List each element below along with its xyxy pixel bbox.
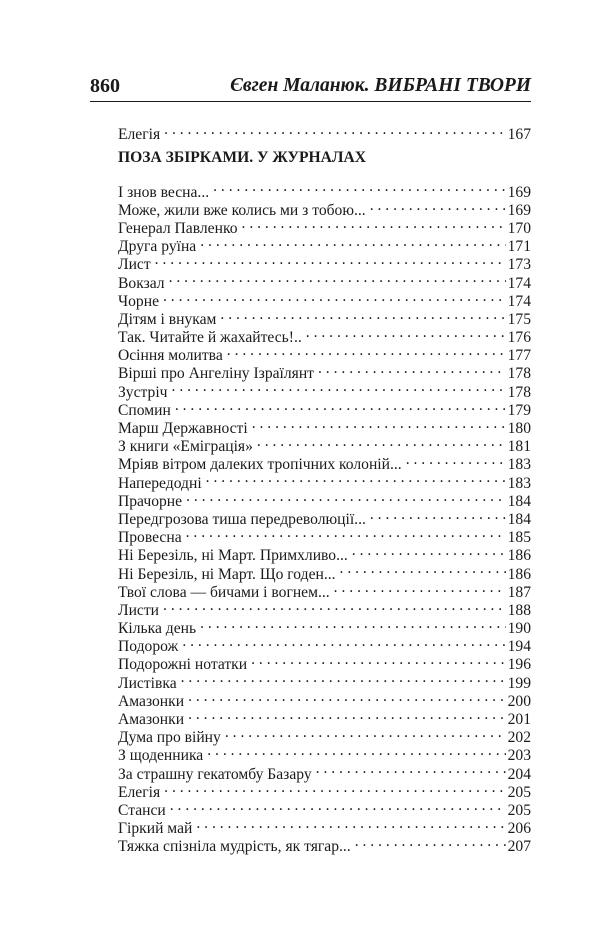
toc-entry-title: Прачорне [118, 492, 183, 510]
toc-entry [118, 597, 531, 619]
dot-leader [355, 833, 506, 851]
toc-entry-page: 185 [507, 529, 531, 547]
toc-entry-page: 200 [507, 692, 531, 710]
dot-leader [164, 779, 505, 797]
toc-entry-title: Дума про війну [118, 729, 221, 747]
dot-leader [227, 342, 506, 360]
dot-leader [186, 488, 506, 506]
toc-entry-title: Чорне [118, 292, 159, 310]
toc-entry-title: За страшну гекатомбу Базару [118, 765, 312, 783]
toc-entry-title: Подорожні нотатки [118, 656, 248, 674]
toc-entry-title: Станси [118, 801, 166, 819]
section-heading: ПОЗА ЗБІРКАМИ. У ЖУРНАЛАХ [118, 149, 367, 167]
toc-entry-page: 183 [507, 456, 531, 474]
toc-entry-title: Генерал Павленко [118, 219, 238, 237]
header-rule [90, 101, 531, 102]
dot-leader [242, 215, 506, 233]
running-title: Євген Маланюк. ВИБРАНІ ТВОРИ [230, 75, 531, 96]
dot-leader [316, 760, 506, 778]
toc-entry-title: Так. Читайте й жахайтесь!.. [118, 329, 302, 347]
dot-leader [163, 288, 506, 306]
dot-leader [172, 378, 506, 396]
toc-entry-title: Подорож [118, 638, 179, 656]
toc-entry-title: Ні Березіль, ні Март. Примхливо... [118, 547, 348, 565]
toc-entry-page: 169 [507, 183, 531, 201]
dot-leader [188, 706, 506, 724]
dot-leader [163, 597, 506, 615]
toc-entry-page: 174 [507, 292, 531, 310]
dot-leader [252, 415, 506, 433]
toc-entry-title: Марш Державності [118, 420, 248, 437]
toc-entry [118, 269, 531, 292]
toc-entry-title: І знов весна... [118, 183, 210, 201]
toc-entry-page: 175 [507, 310, 531, 328]
toc-entry [118, 121, 531, 144]
dot-leader [164, 121, 505, 139]
toc-entry-page: 205 [507, 801, 531, 819]
dot-leader [200, 233, 505, 251]
toc-entry-title: Спомин [118, 401, 171, 419]
toc-entry-page: 184 [507, 510, 531, 528]
toc-entry-page: 202 [507, 729, 531, 747]
dot-leader [318, 360, 506, 378]
dot-leader [207, 742, 505, 760]
dot-leader [188, 688, 506, 706]
toc-entry [118, 178, 531, 201]
toc-entry-title: Зустріч [118, 383, 168, 401]
toc-entry-title: Вокзал [118, 274, 165, 292]
dot-leader [257, 433, 506, 451]
toc-entry-page: 176 [507, 329, 531, 347]
toc-entry-page: 188 [507, 601, 531, 619]
toc-entry-page: 177 [507, 347, 531, 365]
toc-entry-title: Амазонки [118, 711, 185, 728]
dot-leader [206, 469, 506, 487]
toc-entry-page: 199 [507, 674, 531, 692]
toc-entry-page: 170 [507, 219, 531, 237]
toc-entry [118, 397, 531, 419]
toc-entry-page: 194 [507, 638, 531, 656]
toc-entry-page: 167 [507, 126, 531, 144]
toc-entry-page: 205 [507, 783, 531, 801]
toc-entry-page: 173 [507, 256, 531, 274]
dot-leader [370, 506, 506, 524]
toc-entry [118, 251, 531, 274]
dot-leader [186, 524, 506, 542]
toc-entry-title: Елегія [118, 783, 161, 801]
toc-entry-page: 179 [507, 401, 531, 419]
toc-entry [118, 669, 531, 692]
toc-entry-title: Провесна [118, 529, 182, 547]
toc-entry-page: 206 [507, 820, 531, 838]
toc-entry-page: 201 [507, 711, 531, 728]
dot-leader [251, 651, 506, 669]
page-header [90, 73, 531, 99]
toc-entry-title: Кілька день [118, 620, 197, 638]
dot-leader [196, 815, 505, 833]
toc-entry-title: Напередодні [118, 474, 202, 492]
toc-entry-page: 174 [507, 274, 531, 292]
dot-leader [175, 397, 506, 415]
toc-entry-title: Дітям і внукам [118, 310, 217, 328]
toc-entry-page: 190 [507, 620, 531, 638]
toc-entry [118, 797, 531, 819]
toc-entry-title: Мріяв вітром далеких тропічних колоній... [118, 456, 402, 474]
dot-leader [225, 724, 506, 742]
dot-leader [334, 579, 506, 597]
dot-leader [169, 269, 506, 287]
toc-entry-title: Твої слова — бичами і вогнем... [118, 583, 330, 601]
toc-entry-title: Амазонки [118, 692, 185, 710]
toc-entry-title: Ні Березіль, ні Март. Що годен... [118, 565, 336, 583]
toc-entry-page: 171 [507, 238, 531, 256]
toc-entry-page: 187 [507, 583, 531, 601]
toc-entry [118, 288, 531, 310]
toc-entry [118, 306, 531, 328]
page-number: 860 [90, 75, 120, 97]
toc-entry-page: 178 [507, 365, 531, 383]
toc-entry-title: Елегія [118, 126, 161, 144]
dot-leader [340, 560, 506, 578]
toc-entry-page: 207 [507, 838, 531, 856]
dot-leader [213, 178, 505, 196]
dot-leader [370, 197, 506, 215]
toc-entry-page: 203 [507, 747, 531, 765]
toc-entry-title: Вірші про Ангеліну Ізраїлянт [118, 365, 314, 383]
toc-entry-title: Передгрозова тиша передреволюції... [118, 510, 366, 528]
dot-leader [170, 797, 506, 815]
dot-leader [200, 615, 506, 633]
dot-leader [181, 669, 506, 687]
toc-entry-page: 180 [507, 420, 531, 437]
toc-entry-page: 169 [507, 201, 531, 219]
toc-entry-title: Тяжка спізніла мудрість, як тягар... [118, 838, 351, 856]
toc-entry-title: Лист [118, 256, 151, 274]
dot-leader [306, 324, 506, 342]
toc-entry-page: 196 [507, 656, 531, 674]
toc-entry [118, 378, 531, 401]
table-of-contents [118, 121, 531, 856]
toc-entry-title: Осіння молитва [118, 347, 223, 365]
toc-entry [118, 615, 531, 638]
toc-entry-title: З щоденника [118, 747, 204, 765]
toc-entry-title: Гіркий май [118, 820, 193, 838]
dot-leader [220, 306, 505, 324]
toc-entry-page: 183 [507, 474, 531, 492]
toc-entry-list [118, 178, 531, 856]
toc-entry-page: 186 [507, 547, 531, 565]
toc-entry-page: 204 [507, 765, 531, 783]
toc-entry-page: 186 [507, 565, 531, 583]
toc-entry [118, 415, 531, 437]
toc-entry [118, 815, 531, 838]
toc-entry-page: 178 [507, 383, 531, 401]
toc-entry-title: З книги «Еміграція» [118, 438, 253, 456]
toc-entry-page: 181 [507, 438, 531, 456]
dot-leader [406, 451, 506, 469]
dot-leader [155, 251, 506, 269]
toc-entry-title: Листи [118, 601, 160, 619]
toc-entry-title: Листівка [118, 674, 177, 692]
dot-leader [352, 542, 506, 560]
toc-entry-page: 184 [507, 492, 531, 510]
toc-entry-title: Друга руїна [118, 238, 197, 256]
toc-entry [118, 779, 531, 801]
toc-entry-title: Може, жили вже колись ми з тобою... [118, 201, 366, 219]
dot-leader [182, 633, 505, 651]
